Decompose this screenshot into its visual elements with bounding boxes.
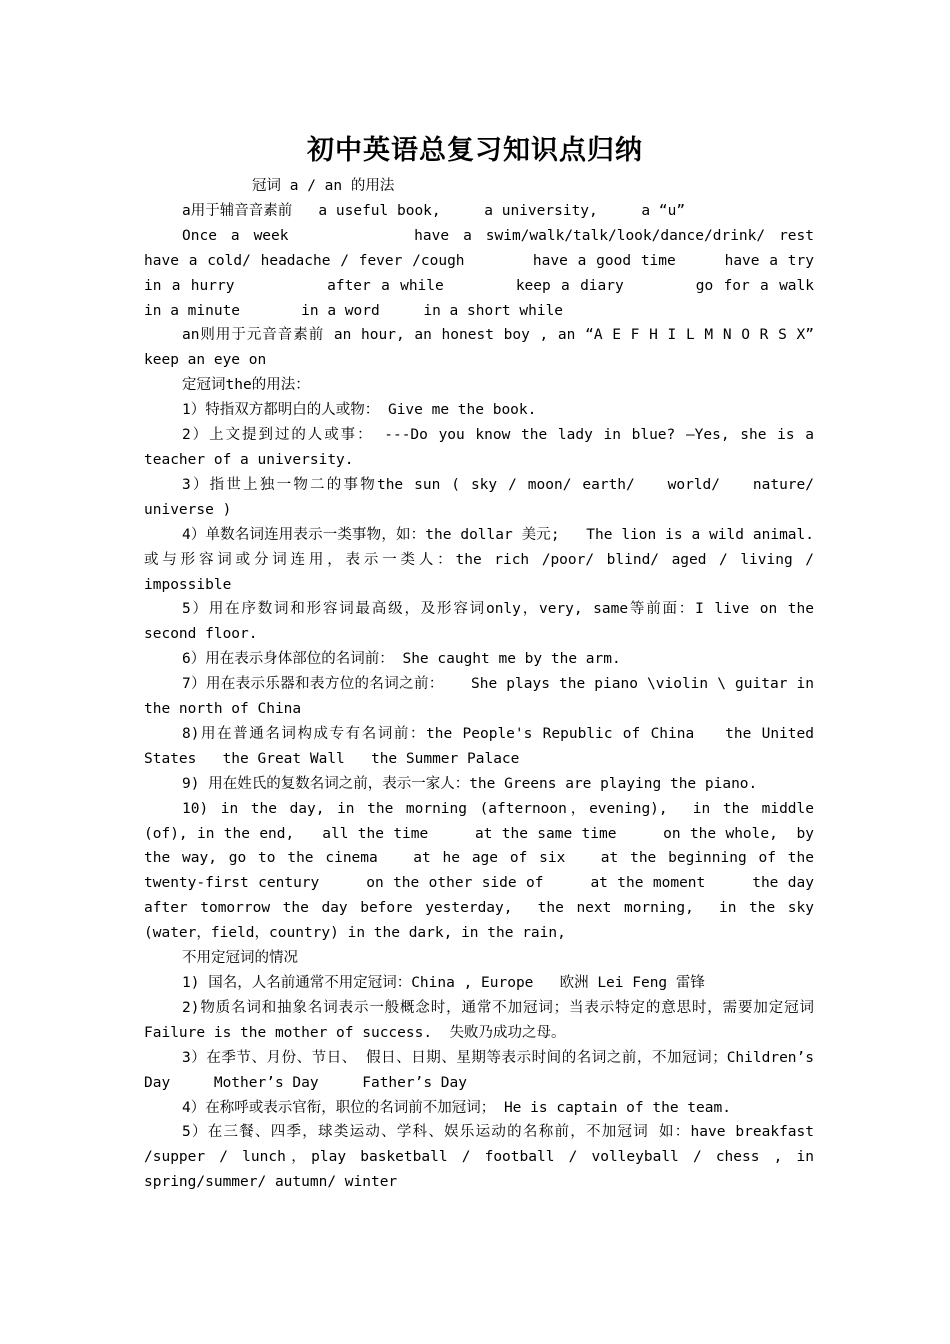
paragraph: 4）在称呼或表示官衔，职位的名词前不加冠词； He is captain of the team. (182, 1099, 731, 1116)
paragraph: 3）指世上独一物二的事物the sun ( sky / moon/ earth/ world/ nature/ universe ) (144, 476, 823, 518)
paragraph: Once a week have a swim/walk/talk/look/dance/drink/ rest have a cold/ headache / fever /cough have a good time have a try in a hurry after a while keep a diary go for a walk in a minute in a word in a short while (144, 227, 858, 319)
paragraph: 1）特指双方都明白的人或物： Give me the book. (182, 402, 537, 419)
paragraph: 8)用在普通名词构成专有名词前：the People's Republic of China the United States the Great Wall the Summer Palace (144, 725, 823, 767)
paragraph: 3）在季节、月份、节日、 假日、日期、星期等表示时间的名词之前，不加冠词；Children’s Day Mother’s Day Father’s Day (144, 1049, 823, 1091)
paragraph: 10) in the day, in the morning (afternoon，evening), in the middle (of), in the end, all the time at the same time on the whole, by the way, go to the cinema at he age of six at the beginning of the twenty-first century on the other side of at the moment the day after tomorrow the day before yesterday, the next morning, in the sky (water，field，country) in the dark, in the rain, (144, 800, 823, 942)
section-heading-definite-article: 定冠词the的用法： (182, 377, 310, 394)
paragraph: 2）上文提到过的人或事： ---Do you know the lady in blue? –Yes, she is a teacher of a university. (144, 427, 823, 468)
paragraph: 2)物质名词和抽象名词表示一般概念时，通常不加冠词；当表示特定的意思时，需要加定冠词Failure is the mother of success. 失败乃成功之母。 (144, 999, 814, 1041)
document-body (144, 174, 858, 1195)
paragraph: an则用于元音音素前 an hour, an honest boy , an “A E F H I L M N O R S X” keep an eye on (144, 327, 823, 369)
paragraph: 5）用在序数词和形容词最高级，及形容词only，very, same等前面：I live on the second floor. (144, 601, 823, 643)
paragraph: 6）用在表示身体部位的名词前： She caught me by the arm. (182, 651, 621, 668)
paragraph: a用于辅音音素前 a useful book, a university, a “u” (182, 202, 686, 219)
document-title: 初中英语总复习知识点归纳 (307, 135, 643, 166)
paragraph: 7）用在表示乐器和表方位的名词之前： She plays the piano \violin \ guitar in the north of China (144, 676, 823, 718)
section-heading-no-article: 不用定冠词的情况 (182, 950, 298, 967)
paragraph: 4）单数名词连用表示一类事物，如：the dollar 美元; The lion is a wild animal.或与形容词或分词连用，表示一类人：the rich /poor/ blind/ aged / living / impossible (144, 526, 823, 593)
section-heading-indefinite-article: 冠词 a / an 的用法 (252, 178, 395, 194)
paragraph: 9) 用在姓氏的复数名词之前，表示一家人：the Greens are playing the piano. (182, 775, 758, 792)
paragraph: 1) 国名，人名前通常不用定冠词：China , Europe 欧洲 Lei Feng 雷锋 (182, 975, 705, 991)
paragraph: 5）在三餐、四季，球类运动、学科、娱乐运动的名称前，不加冠词 如：have breakfast /supper / lunch，play basketball / football / volleyball / chess , in spring/summer/ autumn/ winter (144, 1124, 823, 1191)
